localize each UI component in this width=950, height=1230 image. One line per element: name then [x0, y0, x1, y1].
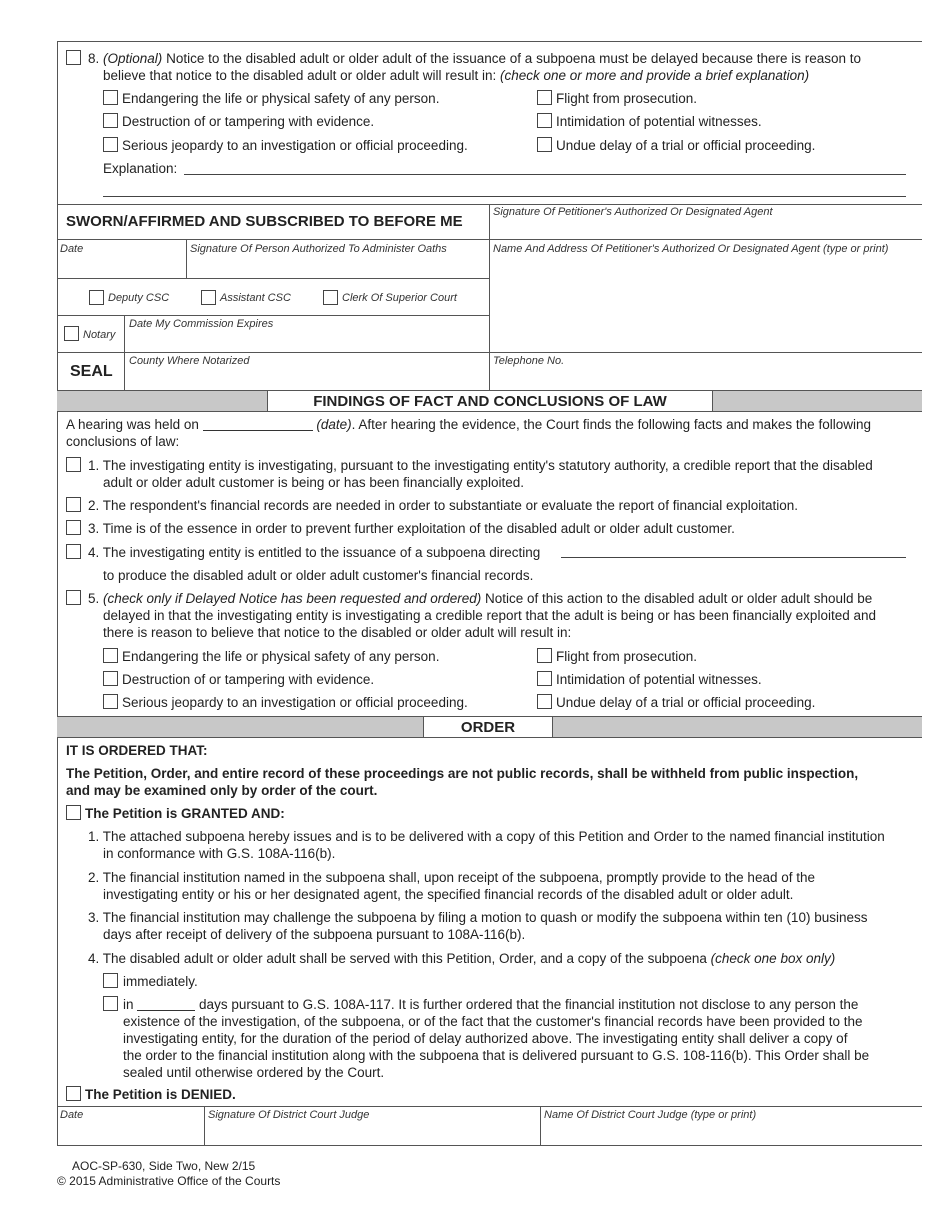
judge-row-top-border [57, 1106, 922, 1107]
item8-opt-left-2-checkbox[interactable] [103, 113, 118, 128]
sworn-mid-border [489, 204, 490, 390]
order-3-line1: 3. The financial institution may challenge the subpoena by filing a motion to quash or modify the subpoena within ten (10) business [88, 910, 868, 925]
delayed-days-line4: the order to the financial institution along with the subpoena that is delivered pursuant to G.S. 108-116(b). This Order shall be [123, 1048, 870, 1063]
immediately-checkbox[interactable] [103, 973, 118, 988]
finding-1-checkbox[interactable] [66, 457, 81, 472]
finding5-opt-right-2-checkbox[interactable] [537, 671, 552, 686]
form-id: AOC-SP-630, Side Two, New 2/15 [72, 1159, 256, 1173]
order-2-line2: investigating entity or his or her designated agent, the specified financial records of the disabled adult or older adult. [103, 887, 794, 902]
item8-line2: believe that notice to the disabled adult or older adult will result in: (check one or more and provide a brief explanation) [103, 68, 810, 83]
sworn-row4-border [57, 352, 922, 353]
sworn-row2-border [57, 278, 489, 279]
order-title: ORDER [423, 716, 553, 738]
finding-4-checkbox[interactable] [66, 544, 81, 559]
assistant-csc-label: Assistant CSC [220, 292, 291, 304]
item8-opt-right-2-checkbox[interactable] [537, 113, 552, 128]
judge-date-label: Date [60, 1109, 84, 1121]
delayed-days-line5: sealed until otherwise ordered by the Court. [123, 1065, 385, 1080]
order-1-line2: in conformance with G.S. 108A-116(b). [103, 846, 336, 861]
finding-5-line2: delayed in that the investigating entity is investigating a credible report that the adult is being or has been financially exploited and [103, 608, 876, 623]
order-1-line1: 1. The attached subpoena hereby issues and is to be delivered with a copy of this Petition and Order to the named financial institution [88, 829, 885, 844]
order-4: 4. The disabled adult or older adult shall be served with this Petition, Order, and a copy of the subpoena (check one box only) [88, 951, 836, 966]
left-border-top [57, 41, 58, 204]
finding-1-line2: adult or older adult customer is being or has been financially exploited. [103, 475, 524, 490]
subpoena-directed-field[interactable] [561, 557, 906, 558]
copyright: © 2015 Administrative Office of the Courts [57, 1174, 281, 1188]
agent-signature-label: Signature Of Petitioner's Authorized Or Designated Agent [493, 206, 773, 218]
order-2-line1: 2. The financial institution named in the subpoena shall, upon receipt of the subpoena, promptly provide to the head of the [88, 870, 815, 885]
item8-opt-left-2: Destruction of or tampering with evidence. [122, 114, 375, 129]
item8-opt-left-1: Endangering the life or physical safety of any person. [122, 91, 440, 106]
immediately-label: immediately. [123, 974, 198, 989]
finding-2: 2. The respondent's financial records are needed in order to substantiate or evaluate the report of financial exploitation. [88, 498, 799, 513]
hearing-sentence: A hearing was held on (date). After hearing the evidence, the Court finds the following facts and makes the following [66, 417, 871, 432]
top-border [57, 41, 922, 42]
denied-checkbox[interactable] [66, 1086, 81, 1101]
assistant-csc-checkbox[interactable] [201, 290, 216, 305]
judge-sig-divider [540, 1106, 541, 1145]
denied-label: The Petition is DENIED. [85, 1087, 236, 1102]
oath-signature-label: Signature Of Person Authorized To Administer Oaths [190, 243, 447, 255]
sworn-row3-border [57, 315, 489, 316]
judge-signature-label: Signature Of District Court Judge [208, 1109, 370, 1121]
judge-row-bottom-border [57, 1145, 922, 1146]
clerk-superior-court-checkbox[interactable] [323, 290, 338, 305]
finding-2-checkbox[interactable] [66, 497, 81, 512]
item8-opt-left-1-checkbox[interactable] [103, 90, 118, 105]
finding5-opt-left-2: Destruction of or tampering with evidence. [122, 672, 375, 687]
it-is-ordered: IT IS ORDERED THAT: [66, 743, 208, 758]
item8-line1: 8. (Optional) Notice to the disabled adult or older adult of the issuance of a subpoena must be delayed because there is reason to [88, 51, 862, 66]
finding5-opt-left-3: Serious jeopardy to an investigation or official proceeding. [122, 695, 468, 710]
finding-4-line1: 4. The investigating entity is entitled to the issuance of a subpoena directing [88, 545, 541, 560]
sworn-left-border [57, 204, 58, 390]
sworn-date-divider [186, 239, 187, 278]
explanation-line-1[interactable] [184, 174, 906, 175]
hearing-sentence-end: conclusions of law: [66, 434, 180, 449]
finding-1-line1: 1. The investigating entity is investigating, pursuant to the investigating entity's statutory authority, a credible report that the disabled [88, 458, 873, 473]
telephone-label: Telephone No. [493, 355, 565, 367]
finding-3: 3. Time is of the essence in order to prevent further exploitation of the disabled adult or older adult customer. [88, 521, 735, 536]
delay-days-field[interactable] [137, 997, 195, 1011]
deputy-csc-checkbox[interactable] [89, 290, 104, 305]
finding5-opt-right-1: Flight from prosecution. [556, 649, 698, 664]
finding5-opt-left-2-checkbox[interactable] [103, 671, 118, 686]
item8-opt-left-3: Serious jeopardy to an investigation or official proceeding. [122, 138, 468, 153]
explanation-label: Explanation: [103, 161, 178, 176]
explanation-line-2[interactable] [103, 196, 906, 197]
finding5-opt-right-3: Undue delay of a trial or official proceeding. [556, 695, 816, 710]
item8-checkbox[interactable] [66, 50, 81, 65]
item8-opt-right-3: Undue delay of a trial or official proceeding. [556, 138, 816, 153]
sworn-date-label: Date [60, 243, 84, 255]
judge-date-divider [204, 1106, 205, 1145]
finding-5-line1: 5. (check only if Delayed Notice has been requested and ordered) Notice of this action to the disabled adult or older adult should be [88, 591, 873, 606]
notary-checkbox[interactable] [64, 326, 79, 341]
finding5-opt-left-3-checkbox[interactable] [103, 694, 118, 709]
findings-left-border [57, 412, 58, 716]
finding-4-line2: to produce the disabled adult or older adult customer's financial records. [103, 568, 534, 583]
agent-name-label: Name And Address Of Petitioner's Authorized Or Designated Agent (type or print) [493, 243, 889, 255]
delayed-days-checkbox[interactable] [103, 996, 118, 1011]
sworn-title: SWORN/AFFIRMED AND SUBSCRIBED TO BEFORE ME [66, 213, 463, 230]
item8-opt-right-2: Intimidation of potential witnesses. [556, 114, 762, 129]
findings-title: FINDINGS OF FACT AND CONCLUSIONS OF LAW [267, 390, 713, 412]
finding5-opt-right-2: Intimidation of potential witnesses. [556, 672, 762, 687]
findings-header-bar [57, 390, 922, 412]
order-left-border [57, 738, 58, 1145]
delayed-days-line2: existence of the investigation, of the subpoena, or of the fact that the customer's financial records have been provided to the [123, 1014, 863, 1029]
notary-label: Notary [83, 329, 116, 341]
deputy-csc-label: Deputy CSC [108, 292, 170, 304]
delayed-days-line3: investigating entity, for the duration of the period of delay authorized above. The investigating entity shall deliver a copy of [123, 1031, 848, 1046]
finding-5-checkbox[interactable] [66, 590, 81, 605]
clerk-superior-court-label: Clerk Of Superior Court [342, 292, 457, 304]
commission-expires-label: Date My Commission Expires [129, 318, 274, 330]
item8-opt-right-1-checkbox[interactable] [537, 90, 552, 105]
public-record-line1: The Petition, Order, and entire record of these proceedings are not public records, shall be withheld from public inspection, [66, 766, 859, 781]
hearing-date-field[interactable] [203, 417, 313, 431]
public-record-line2: and may be examined only by order of the court. [66, 783, 378, 798]
delayed-days-line1: in days pursuant to G.S. 108A-117. It is further ordered that the financial institution not disclose to any person the [123, 997, 859, 1012]
finding5-opt-right-1-checkbox[interactable] [537, 648, 552, 663]
finding5-opt-right-3-checkbox[interactable] [537, 694, 552, 709]
finding-5-line3: there is reason to believe that notice to the disabled or older adult will result in: [103, 625, 572, 640]
item8-opt-left-3-checkbox[interactable] [103, 137, 118, 152]
finding5-opt-left-1: Endangering the life or physical safety of any person. [122, 649, 440, 664]
order-header-bar [57, 716, 922, 738]
order-3-line2: days after receipt of delivery of the subpoena pursuant to 108A-116(b). [103, 927, 526, 942]
item8-opt-right-1: Flight from prosecution. [556, 91, 698, 106]
finding-3-checkbox[interactable] [66, 520, 81, 535]
seal-label: SEAL [70, 363, 113, 380]
granted-checkbox[interactable] [66, 805, 81, 820]
item8-opt-right-3-checkbox[interactable] [537, 137, 552, 152]
finding5-opt-left-1-checkbox[interactable] [103, 648, 118, 663]
granted-label: The Petition is GRANTED AND: [85, 806, 285, 821]
judge-name-label: Name Of District Court Judge (type or print) [544, 1109, 757, 1121]
county-notarized-label: County Where Notarized [129, 355, 250, 367]
